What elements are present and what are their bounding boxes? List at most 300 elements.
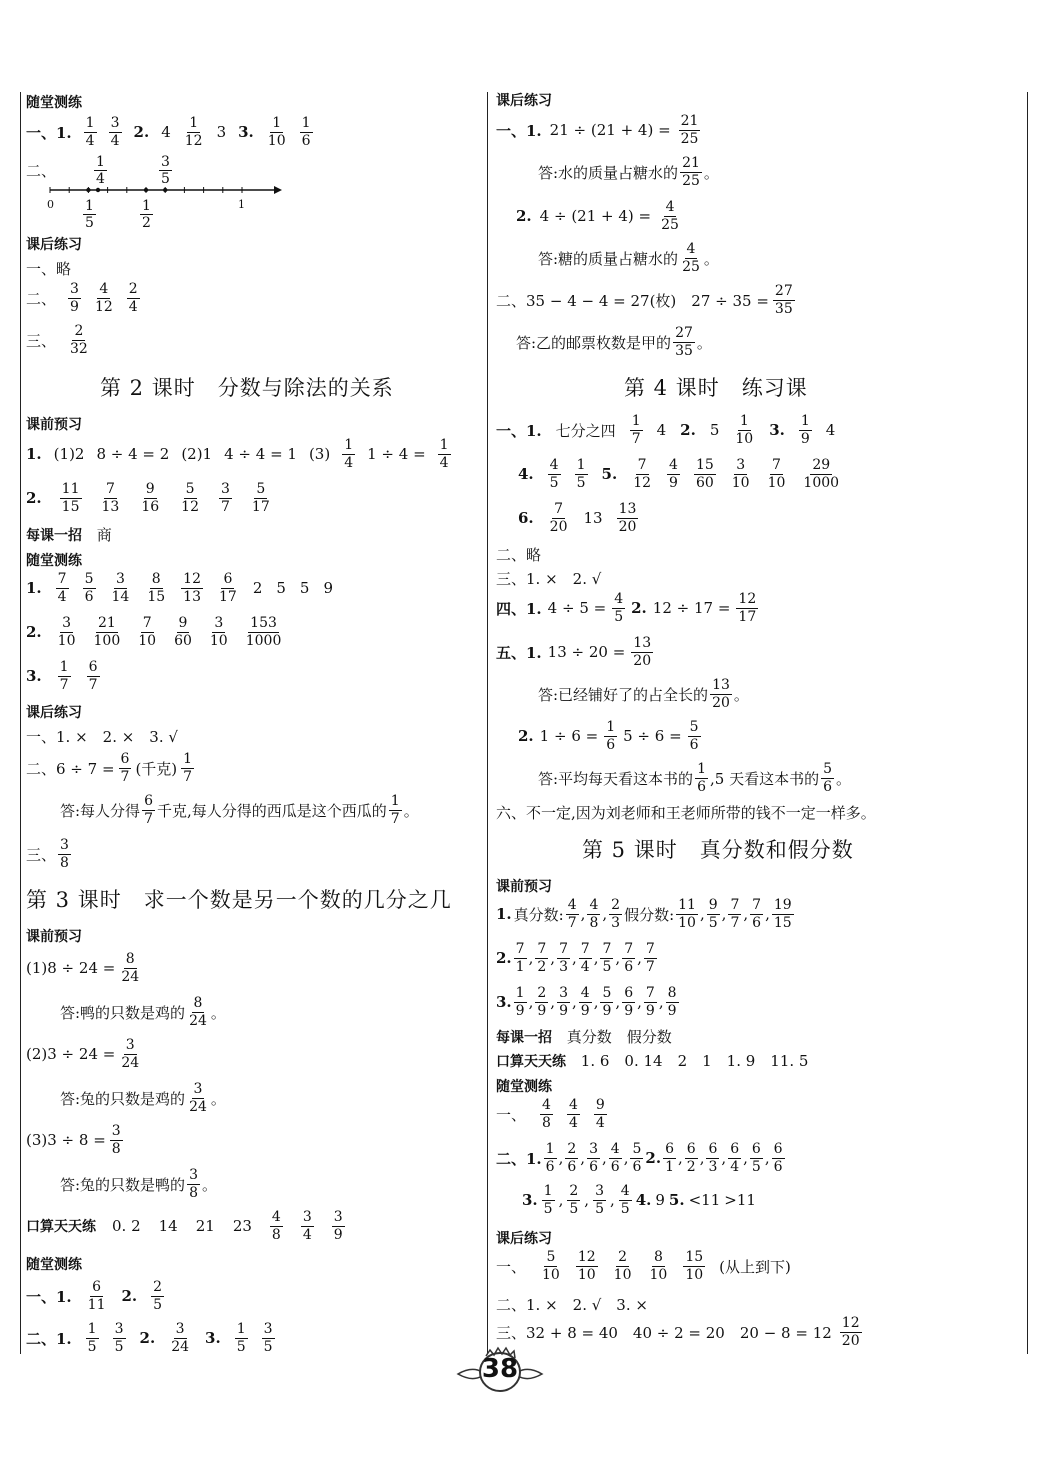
answer-line: [496, 1250, 791, 1282]
fraction-denominator: 7: [183, 768, 193, 785]
fraction-denominator: 20: [633, 652, 652, 669]
fraction: [750, 897, 763, 930]
fraction-numerator: 1: [515, 985, 525, 1002]
fraction-denominator: 20: [549, 518, 568, 535]
answer-line: [496, 592, 758, 624]
fraction-denominator: 1000: [803, 474, 840, 491]
answer-token: ,: [550, 993, 556, 1011]
fraction-denominator: 8: [111, 1140, 121, 1157]
fraction-denominator: 6: [301, 132, 311, 149]
fraction-denominator: 20: [712, 694, 730, 711]
fraction-numerator: 4: [669, 457, 678, 474]
fraction-numerator: 4: [568, 1097, 578, 1114]
fraction-numerator: 6: [624, 985, 634, 1002]
fraction-numerator: 21: [680, 113, 699, 130]
answer-line: [26, 616, 283, 648]
answer-token: ,: [528, 949, 534, 967]
fraction: [801, 457, 841, 490]
answer-token: ,: [658, 993, 664, 1011]
answer-line: [26, 838, 71, 870]
fraction-numerator: 3: [220, 481, 230, 498]
answer-token: ,: [743, 905, 749, 923]
fraction-numerator: 27: [675, 325, 693, 342]
fraction: [544, 1141, 557, 1174]
answer-line: [26, 1280, 164, 1312]
fraction: [183, 115, 205, 148]
fraction: [83, 198, 96, 231]
fraction-numerator: 4: [686, 241, 696, 258]
answer-token: 3.: [522, 1191, 538, 1209]
answer-line: [496, 284, 795, 316]
answer-token: 一、1.: [26, 123, 72, 142]
fraction-numerator: 5: [256, 481, 266, 498]
fraction: [86, 1279, 108, 1312]
answer-token: 5: [709, 421, 720, 439]
fraction-denominator: 24: [189, 1098, 207, 1115]
answer-token: (3): [308, 445, 331, 463]
fraction: [594, 1097, 607, 1130]
fraction: [648, 1249, 670, 1282]
answer-line: [26, 952, 141, 984]
answer-token: 2.: [516, 207, 532, 225]
answer-token: 8 ÷ 4 = 2: [96, 445, 170, 463]
fraction-numerator: 11: [61, 481, 80, 498]
fraction-denominator: 7: [144, 810, 153, 827]
fraction: [728, 897, 741, 930]
fraction: [127, 281, 140, 314]
fraction-numerator: 19: [773, 897, 792, 914]
answer-token: 3.: [496, 993, 512, 1011]
answer-sentence: [60, 1082, 226, 1114]
fraction: [579, 985, 592, 1018]
fraction: [622, 941, 635, 974]
fraction-numerator: 1: [183, 751, 193, 768]
fraction-denominator: 9: [602, 1002, 612, 1019]
answer-token: ,: [637, 993, 642, 1011]
fraction: [612, 591, 625, 624]
fraction: [587, 1141, 600, 1174]
answer-token: (3)3 ÷ 8 =: [26, 1131, 106, 1149]
fraction-numerator: 9: [178, 615, 188, 632]
fraction-denominator: 4: [568, 1114, 578, 1131]
fraction-denominator: 5: [602, 958, 612, 975]
fraction-denominator: 4: [344, 454, 354, 471]
fraction-denominator: 8: [542, 1114, 551, 1131]
fraction-numerator: 7: [637, 457, 647, 474]
answer-token: ,: [602, 905, 608, 923]
answer-token: 二、35 − 4 − 4 = 27(枚) 27 ÷ 35 =: [496, 291, 769, 310]
answer-token: 2.: [680, 421, 696, 439]
answer-token: 一、1.: [26, 1287, 72, 1306]
fraction-numerator: 3: [736, 457, 746, 474]
fraction-denominator: 32: [70, 340, 88, 357]
answer-token: 1.: [496, 905, 512, 923]
fraction-numerator: 8: [193, 995, 203, 1012]
fraction: [600, 941, 613, 974]
fraction-numerator: 3: [214, 615, 224, 632]
answer-token: (2)1: [181, 445, 213, 463]
answer-token: 答:兔的只数是鸡的: [60, 1089, 186, 1108]
section-heading: 课后练习: [496, 93, 552, 109]
fraction-numerator: 2: [537, 985, 547, 1002]
fraction: [821, 761, 834, 794]
fraction-numerator: 153: [250, 615, 277, 632]
answer-line: [26, 324, 90, 356]
fraction: [619, 1183, 632, 1216]
fraction-denominator: 5: [708, 914, 718, 931]
fraction: [631, 457, 653, 490]
answer-token: 答:兔的只数是鸭的: [60, 1175, 186, 1194]
fraction: [217, 571, 239, 604]
fraction-denominator: 25: [680, 130, 699, 147]
answer-token: ,: [637, 949, 642, 967]
fraction: [728, 1141, 741, 1174]
fraction-denominator: 1: [515, 958, 525, 975]
answer-sentence: [60, 794, 419, 826]
fraction-denominator: 10: [267, 132, 286, 149]
answer-line: [26, 116, 313, 148]
fraction: [683, 1249, 705, 1282]
fraction-denominator: 9: [515, 1002, 525, 1019]
fraction: [542, 1183, 555, 1216]
number-line-point: [163, 188, 167, 192]
number-line-label: [94, 154, 107, 187]
answer-token: 千克,每人分得的西瓜是这个西瓜的: [156, 801, 387, 820]
fraction-denominator: 10: [685, 1266, 704, 1283]
answer-line: [496, 414, 835, 446]
fraction-numerator: 5: [823, 761, 832, 778]
fraction: [56, 571, 69, 604]
fraction-denominator: 6: [589, 1158, 598, 1175]
fraction: [587, 897, 600, 930]
fraction-numerator: 1: [301, 115, 311, 132]
fraction: [110, 571, 132, 604]
fraction-numerator: 7: [602, 941, 612, 958]
fraction: [244, 615, 284, 648]
fraction: [86, 1321, 99, 1354]
answer-token: 2.: [133, 123, 150, 141]
fraction-numerator: 6: [92, 1279, 102, 1296]
fraction-numerator: 1: [85, 198, 94, 214]
fraction-denominator: 25: [682, 172, 700, 189]
fraction-denominator: 9: [624, 1002, 634, 1019]
fraction-numerator: 12: [841, 1315, 860, 1332]
fraction-numerator: 9: [595, 1097, 605, 1114]
answer-token: 答:乙的邮票枚数是甲的: [516, 333, 672, 352]
fraction-denominator: 25: [661, 216, 679, 233]
answer-token: ,: [572, 993, 577, 1011]
fraction-denominator: 5: [751, 1158, 761, 1175]
fraction: [139, 481, 161, 514]
answer-token: 2.: [518, 727, 534, 745]
fraction-denominator: 4: [730, 1158, 740, 1175]
fraction-numerator: 3: [302, 1209, 312, 1226]
answer-line: [496, 114, 700, 146]
fraction: [100, 481, 122, 514]
fraction: [548, 501, 570, 534]
fraction: [666, 985, 679, 1018]
fraction-numerator: 11: [678, 897, 696, 914]
fraction-denominator: 5: [620, 1200, 630, 1217]
fraction: [109, 115, 122, 148]
answer-line: [496, 1098, 607, 1130]
fraction: [119, 1037, 141, 1070]
fraction-numerator: 2: [567, 1141, 577, 1158]
fraction-denominator: 3: [559, 958, 568, 975]
fraction: [56, 615, 78, 648]
fraction: [119, 751, 132, 784]
answer-token: 1 ÷ 6 =: [539, 727, 599, 745]
fraction-numerator: 1: [142, 198, 151, 214]
fraction-denominator: 24: [121, 1054, 140, 1071]
number-line-point: [86, 188, 90, 192]
tip-text: 真分数 假分数: [566, 1028, 672, 1046]
fraction-numerator: 4: [542, 1097, 551, 1114]
fraction: [750, 1141, 763, 1174]
answer-token: 4.: [518, 465, 534, 483]
answer-token: 13: [583, 509, 603, 527]
right-column-rule: [1027, 92, 1028, 1354]
fraction: [169, 1321, 191, 1354]
fraction-denominator: 10: [57, 632, 76, 649]
answer-line: [26, 1322, 275, 1354]
fraction-numerator: 7: [580, 941, 590, 958]
answer-token: 4 ÷ 4 = 1: [224, 445, 297, 463]
section-heading: 课后练习: [496, 1231, 552, 1247]
answer-token: ,: [699, 905, 705, 923]
answer-line: [496, 1142, 785, 1174]
fraction-numerator: 13: [618, 501, 637, 518]
fraction: [557, 985, 570, 1018]
fraction: [219, 481, 232, 514]
fraction: [58, 659, 71, 692]
fraction-numerator: 1: [189, 115, 199, 132]
fraction: [736, 591, 758, 624]
fraction: [659, 199, 681, 232]
fraction: [548, 457, 561, 490]
answer-token: 6.: [518, 509, 534, 527]
answer-line: [26, 752, 194, 784]
answer-token: ,: [721, 1149, 727, 1167]
fraction: [172, 615, 194, 648]
answer-label: 二、: [26, 162, 57, 180]
fraction-denominator: 9: [669, 474, 678, 491]
fraction-denominator: 1: [665, 1158, 674, 1175]
answer-token: 二、6 ÷ 7 =: [26, 759, 115, 778]
fraction: [140, 198, 153, 231]
fraction-numerator: 7: [142, 615, 152, 632]
answer-token: ,: [572, 949, 577, 967]
fraction-denominator: 2: [537, 958, 547, 975]
fraction-numerator: 3: [125, 1037, 135, 1054]
fraction: [733, 413, 755, 446]
answer-sentence: [60, 1168, 217, 1200]
answer-token: 七分之四: [555, 421, 616, 440]
fraction-numerator: 9: [708, 897, 718, 914]
answer-token: ,: [610, 1191, 615, 1209]
fraction: [270, 1209, 283, 1242]
answer-line: [26, 482, 272, 514]
page-number-badge: [452, 1346, 548, 1392]
fraction: [688, 719, 701, 752]
fraction-denominator: 7: [59, 676, 69, 693]
fraction-denominator: 3: [611, 914, 621, 931]
fraction: [576, 1249, 598, 1282]
answer-token: (从上到下): [719, 1257, 791, 1276]
answer-token: ,: [580, 905, 586, 923]
answer-token: (2)3 ÷ 24 =: [26, 1045, 116, 1063]
answer-line: [496, 942, 657, 974]
fraction-denominator: 4: [302, 1226, 312, 1243]
fraction-numerator: 2: [618, 1249, 628, 1266]
fraction-denominator: 6: [697, 778, 706, 795]
answer-token: 3.: [26, 667, 42, 685]
answer-token: 5: [276, 579, 286, 597]
fraction-denominator: 9: [333, 1226, 343, 1243]
fraction: [136, 615, 158, 648]
fraction-numerator: 13: [712, 677, 730, 694]
section-heading: 课前预习: [26, 929, 82, 945]
answer-token: 答:平均每天看这本书的: [538, 769, 694, 788]
answer-token: ,: [528, 993, 534, 1011]
fraction-denominator: 9: [580, 1002, 590, 1019]
lesson-title: 第 2 课时 分数与除法的关系: [100, 376, 394, 400]
fraction-numerator: 7: [57, 571, 67, 588]
fraction: [630, 1141, 643, 1174]
fraction-denominator: 24: [121, 968, 140, 985]
fraction-denominator: 8: [271, 1226, 281, 1243]
answer-token: 一、: [496, 1105, 527, 1124]
answer-token: 4 ÷ 5 =: [547, 599, 607, 617]
fraction: [630, 413, 643, 446]
fraction: [58, 837, 71, 870]
fraction-numerator: 3: [115, 571, 125, 588]
answer-token: 答:鸭的只数是鸡的: [60, 1003, 186, 1022]
fraction-numerator: 1: [272, 115, 282, 132]
fraction-denominator: 7: [730, 914, 740, 931]
fraction-denominator: 12: [181, 498, 199, 515]
fraction-numerator: 12: [738, 591, 757, 608]
fraction: [840, 1315, 862, 1348]
fraction: [181, 571, 203, 604]
fraction-numerator: 3: [62, 615, 72, 632]
answer-token: ,: [678, 1149, 683, 1167]
fraction-numerator: 6: [144, 793, 153, 810]
fraction-denominator: 9: [537, 1002, 547, 1019]
fraction-denominator: 17: [251, 498, 270, 515]
answer-token: ,: [699, 1149, 705, 1167]
fraction-numerator: 6: [120, 751, 130, 768]
fraction: [535, 985, 548, 1018]
fraction-denominator: 10: [138, 632, 157, 649]
fraction-numerator: 5: [84, 571, 94, 588]
fraction: [593, 1183, 606, 1216]
answer-line: [26, 1038, 141, 1070]
section-heading: 随堂测练: [496, 1079, 552, 1095]
answer-token: 2.: [631, 599, 647, 617]
answer-token: 1.: [26, 579, 42, 597]
fraction-numerator: 3: [595, 1183, 604, 1200]
answer-token: 5: [299, 579, 310, 597]
fraction: [94, 154, 107, 187]
answer-token: 一、1.: [496, 121, 542, 140]
fraction-denominator: 6: [773, 1158, 783, 1175]
fraction-denominator: 6: [567, 1158, 577, 1175]
answer-token: (千克): [135, 759, 178, 778]
fraction: [609, 1141, 622, 1174]
fraction-numerator: 29: [812, 457, 831, 474]
fraction-denominator: 6: [84, 588, 94, 605]
answer-token: 2.: [496, 949, 512, 967]
fraction-denominator: 5: [236, 1338, 246, 1355]
fraction: [262, 1321, 275, 1354]
fraction: [187, 995, 209, 1028]
fraction: [617, 501, 639, 534]
answer-line: [496, 986, 679, 1018]
fraction-denominator: 5: [576, 474, 586, 491]
fraction: [92, 615, 123, 648]
fraction-denominator: 4: [110, 132, 120, 149]
fraction-numerator: 3: [589, 1141, 598, 1158]
answer-token: 2: [252, 579, 263, 597]
answer-line: 二、略: [496, 546, 542, 564]
fraction-numerator: 3: [110, 115, 120, 132]
fraction-numerator: 15: [685, 1249, 704, 1266]
fraction: [68, 323, 90, 356]
fraction-numerator: 1: [344, 437, 354, 454]
fraction-denominator: 6: [689, 736, 699, 753]
answer-token: 假分数:: [624, 905, 675, 924]
fraction: [680, 155, 702, 188]
answer-line: [516, 200, 681, 232]
answer-token: 三、32 + 8 = 40 40 ÷ 2 = 20 20 − 8 = 12: [496, 1323, 832, 1342]
section-heading: 口算天天练: [26, 1219, 96, 1235]
fraction-denominator: 6: [632, 1158, 642, 1175]
fraction: [706, 1141, 719, 1174]
answer-sentence: [60, 996, 226, 1028]
answer-token: 2.: [26, 489, 42, 507]
answer-token: ,: [615, 949, 621, 967]
number-line-label: [159, 154, 172, 187]
fraction-denominator: 4: [580, 958, 590, 975]
fraction-numerator: 1: [439, 437, 449, 454]
fraction-numerator: 4: [620, 1183, 630, 1200]
answer-token: 二、1.: [26, 1329, 72, 1348]
answer-token: ,: [602, 1149, 607, 1167]
answer-token: ,: [623, 1149, 629, 1167]
answer-token: ,: [584, 1191, 590, 1209]
fraction-denominator: 7: [567, 914, 577, 931]
section-heading: 课前预习: [26, 417, 82, 433]
fraction: [332, 1209, 345, 1242]
answer-token: 3.: [238, 123, 254, 141]
number-line-point: [96, 188, 100, 192]
answer-token: 一、1.: [496, 421, 542, 440]
fraction-denominator: 5: [614, 608, 624, 625]
fraction-denominator: 4: [85, 132, 95, 149]
fraction-denominator: 5: [595, 1200, 604, 1217]
answer-token: 1.: [26, 445, 42, 463]
fraction: [301, 1209, 314, 1242]
lesson-title: 第 4 课时 练习课: [624, 376, 808, 400]
fraction-numerator: 4: [610, 1141, 620, 1158]
fraction-denominator: 7: [120, 768, 130, 785]
fraction: [151, 1279, 164, 1312]
fraction-denominator: 5: [549, 474, 559, 491]
answer-token: (1)8 ÷ 24 =: [26, 959, 116, 977]
fraction-numerator: 7: [515, 941, 525, 958]
section-heading: 随堂测练: [26, 1257, 82, 1273]
